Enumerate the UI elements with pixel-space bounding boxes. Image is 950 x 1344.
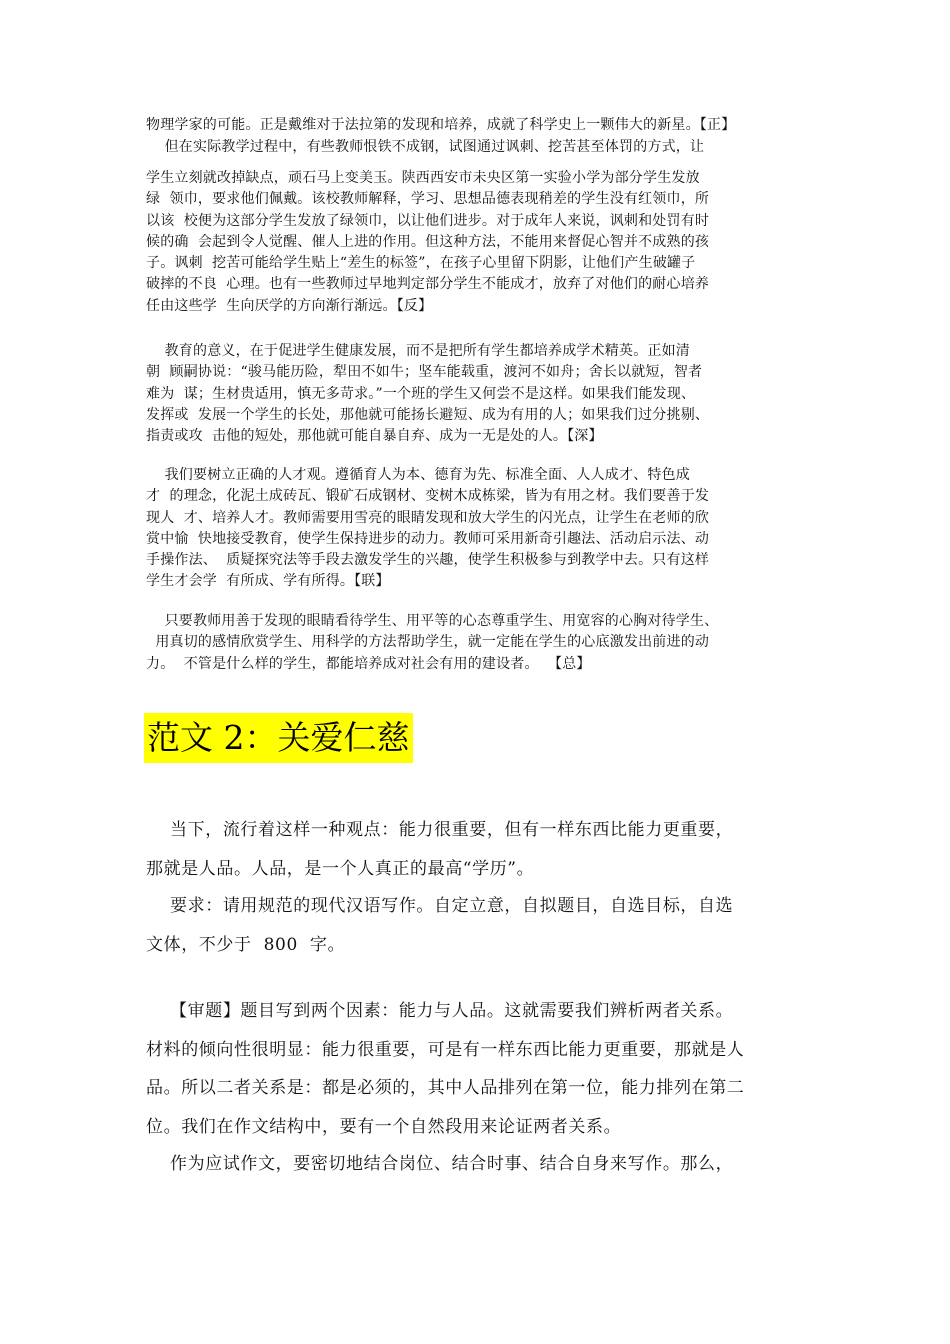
paragraph-fan: 学生立刻就改掉缺点，顽石马上变美玉。陕西西安市未央区第一实验小学为部分学生发放 绿 领巾，要求他们佩戴。该校教师解释，学习、思想品德表现稍差的学生没有红领巾，所 以该 校便为这部分学生发放了绿领巾，以让他们进步。对于成年人来说，讽刺和处罚有时 候的确 会起到令人觉醒、催人上进的作用。但这种方法，不能用来督促心智并不成熟的孩 子。讽刺 挖苦可能给学生贴上“差生的标签”，在孩子心里留下阴影，让他们产生破罐子 破摔的不良 心理。也有一些教师过早地判定部分学生不能成才，放弃了对他们的耐心培养 任由这些学 生向厌学的方向渐行渐远。【反】 xyxy=(146,170,710,314)
paragraph-lian: 我们要树立正确的人才观。遵循育人为本、德育为先、标准全面、人人成才、特色成 才 的理念，化泥土成砖瓦、锻矿石成钢材、变树木成栋梁，皆为有用之材。我们要善于发 现人 才、培养人才。教师需要用雪亮的眼睛发现和放大学生的闪光点，让学生在老师的欣 赏中愉 快地接受教育，使学生保持进步的动力。教师可采用新奇引趣法、活动启示法、动 手操作法、 质疑探究法等手段去激发学生的兴趣，使学生积极参与到教学中去。只有这样 学生才会学 有所成、学有所得。【联】 xyxy=(146,467,710,590)
analysis-paragraph: 【审题】题目写到两个因素：能力与人品。这就需要我们辨析两者关系。 材料的倾向性很明显：能力很重要，可是有一样东西比能力更重要，那就是人 品。所以二者关系是：都是必须的，其中人品排列在第一位，能力排列在第二 位。我们在作文结构中，要有一个自然段用来论证两者关系。 xyxy=(146,1001,745,1137)
paragraph-zong: 只要教师用善于发现的眼睛看待学生、用平等的心态尊重学生、用宽容的心胸对待学生、 用真切的感情欣赏学生、用科学的方法帮助学生，就一定能在学生的心底激发出前进的动 力。 不管是什么样的学生，都能培养成对社会有用的建设者。 【总】 xyxy=(146,613,719,672)
prompt-requirement: 要求：请用规范的现代汉语写作。自定立意，自拟题目，自选目标，自选 文体，不少于 800 字。 xyxy=(146,896,734,955)
section-heading: 范文 2：关爱仁慈 xyxy=(144,713,413,763)
prompt-material: 当下，流行着这样一种观点：能力很重要，但有一样东西比能力更重要， 那就是人品。人品，是一个人真正的最高“学历”。 xyxy=(146,820,734,879)
paragraph-fan-opening: 但在实际教学过程中，有些教师恨铁不成钢，试图通过讽刺、挖苦甚至体罚的方式，让 xyxy=(146,139,705,155)
paragraph-zheng-ending: 物理学家的可能。正是戴维对于法拉第的发现和培养，成就了科学史上一颗伟大的新星。【正】 xyxy=(146,117,736,133)
analysis-continuation: 作为应试作文，要密切地结合岗位、结合时事、结合自身来写作。那么， xyxy=(146,1154,734,1174)
paragraph-shen: 教育的意义，在于促进学生健康发展，而不是把所有学生都培养成学术精英。正如清 朝 顾嗣协说：“骏马能历险，犁田不如牛；坚车能载重，渡河不如舟；舍长以就短，智者 难为 谋；生材贵适用，慎无多苛求。”一个班的学生又何尝不是这样。如果我们能发现、 发挥或 发展一个学生的长处，那他就可能扬长避短、成为有用的人；如果我们过分挑剔、 指责或攻 击他的短处，那他就可能自暴自弃、成为一无是处的人。【深】 xyxy=(146,343,710,445)
